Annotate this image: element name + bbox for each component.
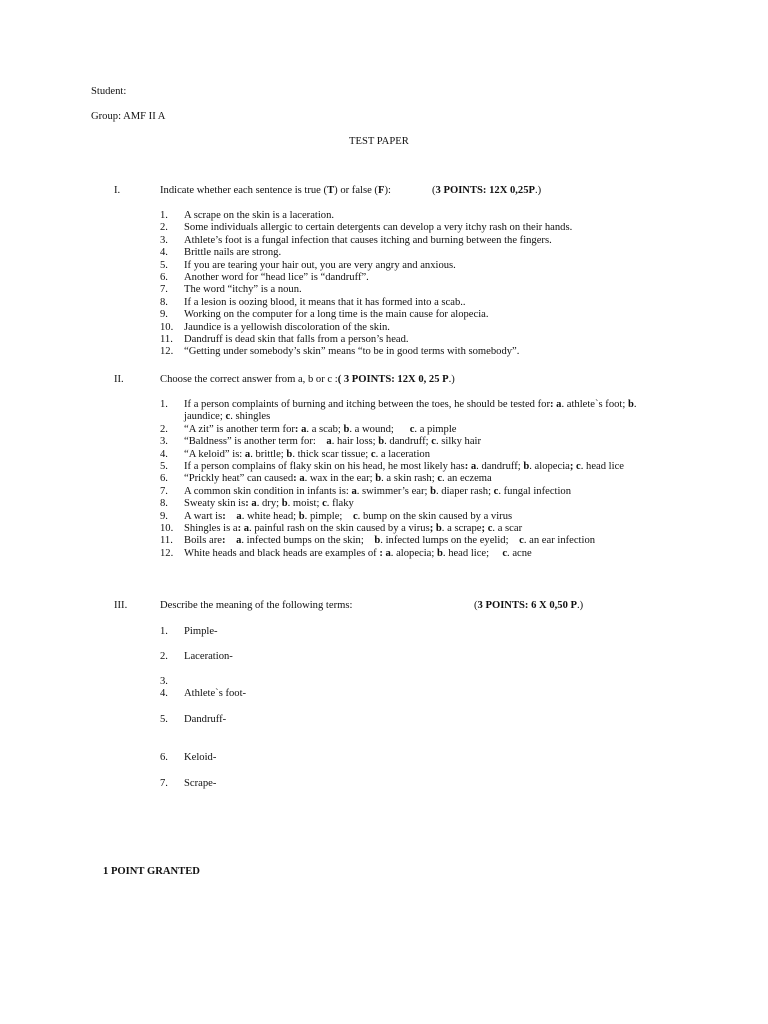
question-number: 6. [160,473,168,485]
multiple-choice-question [160,511,672,523]
multiple-choice-question [160,498,672,510]
term-item [160,714,226,726]
question-text: If a person complaints of burning and itching between the toes, he should be tested for: a. athlete`s foot; b. jaundice; c. shingles [184,399,637,423]
question-number: 9. [160,510,168,522]
statement-number: 8. [160,296,168,308]
term-label: Keloid- [184,752,217,763]
section-1-instruction: Indicate whether each sentence is true (T) or false (F): [160,185,391,196]
section-1-numeral: I. [114,185,121,196]
points-granted: 1 POINT GRANTED [103,866,200,877]
term-label: Laceration- [184,651,233,662]
student-label: Student: [91,86,127,97]
question-text: Boils are: a. infected bumps on the skin; b. infected lumps on the eyelid; c. an ear infection [184,535,596,547]
true-false-statement [160,322,680,334]
true-false-statement [160,247,680,259]
term-number: 3. [160,676,168,687]
term-item [160,688,246,700]
multiple-choice-question [160,461,672,473]
term-number: 2. [160,651,168,662]
statement-number: 11. [160,334,173,346]
section-1-statements [160,210,680,359]
statement-text: If a lesion is oozing blood, it means that it has formed into a scab.. [184,296,466,308]
question-number: 10. [160,523,174,535]
statement-number: 7. [160,284,168,296]
statement-text: Brittle nails are strong. [184,247,282,259]
statement-text: “Getting under somebody’s skin” means “to be in good terms with somebody”. [184,346,520,358]
statement-text: Another word for “head lice” is “dandruff”. [184,272,369,284]
question-number: 7. [160,485,168,497]
question-number: 2. [160,423,168,435]
multiple-choice-question [160,548,672,560]
section-2-questions [160,399,672,560]
true-false-statement [160,334,680,346]
question-number: 8. [160,498,168,510]
statement-text: A scrape on the skin is a laceration. [184,210,335,221]
true-false-statement [160,284,680,296]
true-false-statement [160,222,680,234]
term-item [160,752,216,764]
multiple-choice-question [160,486,672,498]
statement-number: 4. [160,247,168,259]
statement-text: Athlete’s foot is a fungal infection that causes itching and burning between the fingers. [184,234,552,246]
term-number: 1. [160,626,168,637]
question-text: A common skin condition in infants is: a. swimmer’s ear; b. diaper rash; c. fungal infection [184,485,572,497]
statement-text: Working on the computer for a long time is the main cause for alopecia. [184,309,489,321]
statement-number: 9. [160,309,168,321]
true-false-statement [160,297,680,309]
term-label: Pimple- [184,626,218,637]
multiple-choice-question [160,535,672,547]
statement-number: 1. [160,210,168,221]
multiple-choice-question [160,399,672,424]
term-number: 7. [160,778,168,789]
statement-text: Jaundice is a yellowish discoloration of the skin. [184,321,390,333]
statement-text: Some individuals allergic to certain detergents can develop a very itchy rash on their hands. [184,222,573,234]
statement-number: 2. [160,222,168,234]
multiple-choice-question [160,424,672,436]
question-text: “Prickly heat” can caused: a. wax in the ear; b. a skin rash; c. an eczema [184,473,492,485]
statement-number: 5. [160,259,168,271]
true-false-statement [160,260,680,272]
question-number: 5. [160,461,168,473]
multiple-choice-question [160,449,672,461]
true-false-statement [160,309,680,321]
statement-text: Dandruff is dead skin that falls from a person’s head. [184,334,409,346]
multiple-choice-question [160,436,672,448]
term-label: Athlete`s foot- [184,688,247,699]
section-3-points: (3 POINTS: 6 X 0,50 P.) [474,600,584,611]
question-number: 3. [160,436,168,448]
multiple-choice-question [160,523,672,535]
question-text: Sweaty skin is: a. dry; b. moist; c. flaky [184,498,354,510]
question-text: “Baldness” is another term for: a. hair loss; b. dandruff; c. silky hair [184,436,481,448]
section-3-numeral: III. [114,600,128,611]
true-false-statement [160,346,680,358]
true-false-statement [160,235,680,247]
multiple-choice-question [160,473,672,485]
term-item [160,626,218,638]
question-number: 1. [160,399,168,410]
group-label: Group: AMF II A [91,111,166,122]
page-title: TEST PAPER [349,136,409,147]
term-label: Dandruff- [184,714,227,725]
true-false-statement [160,272,680,284]
statement-number: 12. [160,346,174,358]
section-2-numeral: II. [114,374,124,385]
statement-number: 6. [160,272,168,284]
question-number: 11. [160,535,173,547]
section-3-instruction: Describe the meaning of the following terms: [160,600,353,611]
statement-number: 10. [160,321,174,333]
question-text: “A zit” is another term for: a. a scab; b. a wound; c. a pimple [184,423,457,435]
term-label: Scrape- [184,778,217,789]
section-1-points: (3 POINTS: 12X 0,25P.) [432,185,542,196]
term-item [160,778,216,790]
statement-number: 3. [160,234,168,246]
question-text: If a person complains of flaky skin on his head, he most likely has: a. dandruff; b. alopecia; c. head lice [184,461,624,473]
statement-text: The word “itchy” is a noun. [184,284,302,296]
question-number: 12. [160,547,174,559]
term-number: 6. [160,752,168,763]
statement-text: If you are tearing your hair out, you are very angry and anxious. [184,259,456,271]
question-text: Shingles is a: a. painful rash on the skin caused by a virus; b. a scrape; c. a scar [184,523,523,535]
section-2-instruction: Choose the correct answer from a, b or c :( 3 POINTS: 12X 0, 25 P.) [160,374,455,385]
question-number: 4. [160,448,168,460]
question-text: A wart is: a. white head; b. pimple; c. bump on the skin caused by a virus [184,510,513,522]
term-number: 4. [160,688,168,699]
term-item [160,651,233,663]
question-text: “A keloid” is: a. brittle; b. thick scar tissue; c. a laceration [184,448,430,460]
question-text: White heads and black heads are examples of : a. alopecia; b. head lice; c. acne [184,547,532,559]
term-number: 5. [160,714,168,725]
true-false-statement [160,210,680,222]
